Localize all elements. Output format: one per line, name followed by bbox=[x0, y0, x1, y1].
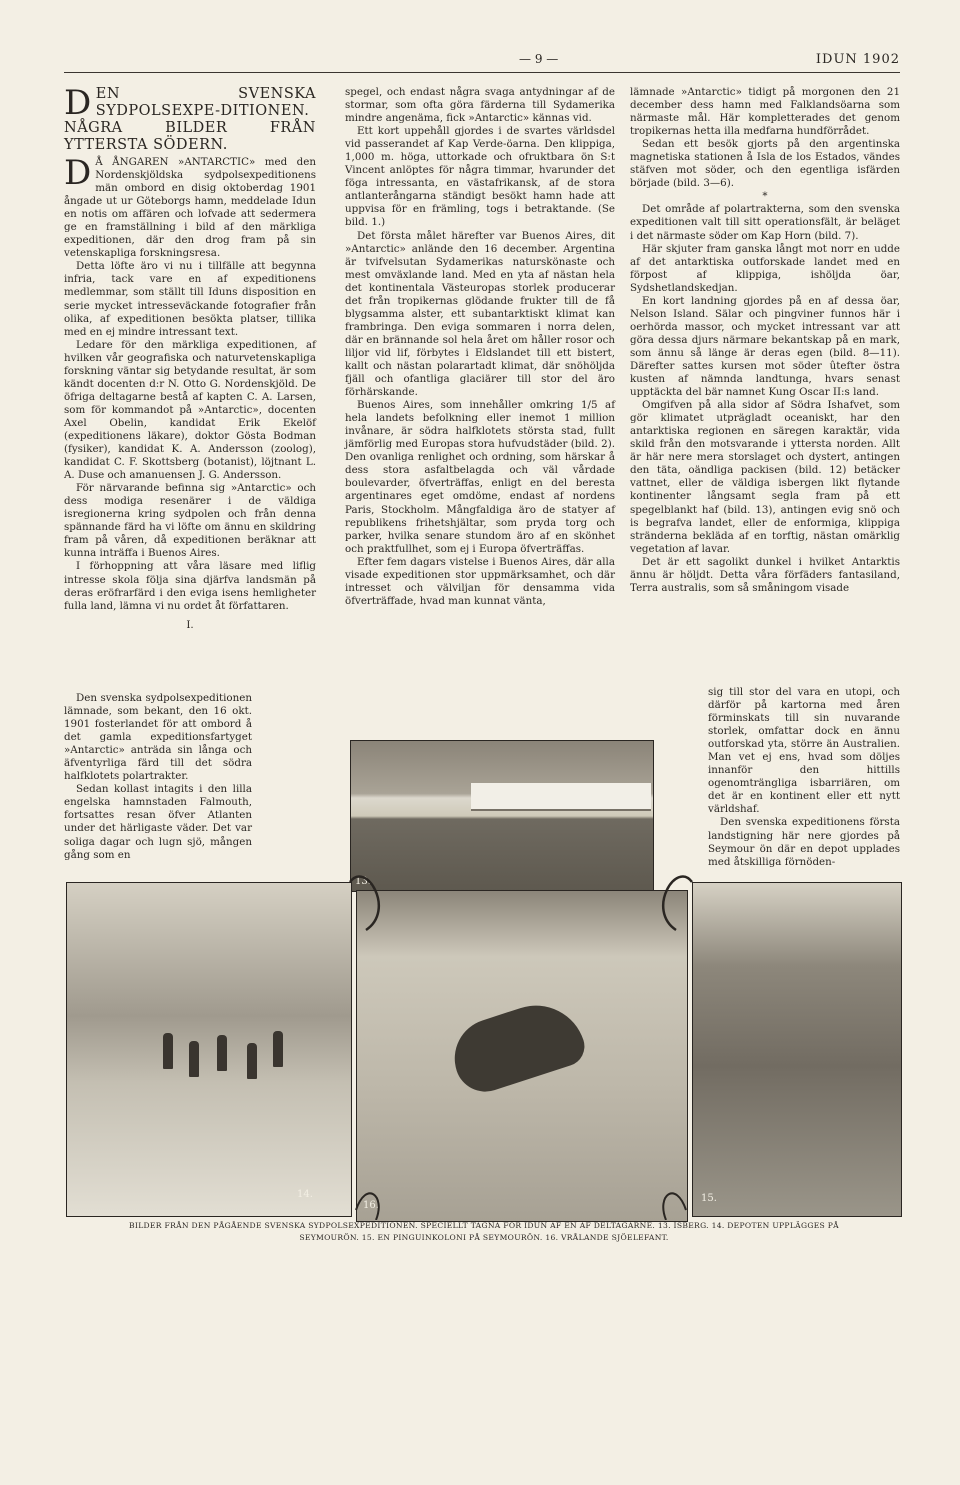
article-title bbox=[64, 83, 316, 154]
page-number: — 9 — bbox=[519, 52, 559, 66]
caption-line-2: SEYMOURÖN. 15. EN PINGUINKOLONI PÅ SEYMOURÖN. 16. VRÅLANDE SJÖELEFANT. bbox=[299, 1233, 669, 1242]
iceberg-shape bbox=[471, 783, 651, 811]
photo-label-16: 16. bbox=[363, 1200, 379, 1211]
paragraph: Här skjuter fram ganska långt mot norr en udde af det antarktiska outforskade landet med en förpost af klippiga, ishöljda öar, Sydshetlandskedjan. bbox=[630, 242, 900, 294]
paragraph: En kort landning gjordes på en af dessa öar, Nelson Island. Sälar och pingviner funnos här i oerhörda massor, och mycket intressant var att göra dessa djurs närmare bekantskap på en mark, som ännu så länge är deras egen (bild. 8—11). Därefter sattes kursen mot söder ûtefter östra kusten af nämnda landtunga, hvars senast upptäckta del bär namnet Kung Oscar II:s land. bbox=[630, 294, 900, 399]
paragraph: För närvarande befinna sig »Antarctic» och dess modiga resenärer i de väldiga isregionerna kring sydpolen och från denna spännande färd ha vi löfte om ännu en skildring fram på våren, då expeditionen beräknar att kunna inträffa i Buenos Aires. bbox=[64, 482, 316, 560]
title-text: EN SVENSKA SYDPOLSEXPE-DITIONEN. NÅGRA BILDER FRÅN YTTERSTA SÖDERN. bbox=[64, 86, 316, 153]
figure-person bbox=[217, 1035, 227, 1071]
paragraph: Ett kort uppehåll gjordes i de svartes världsdel vid passerandet af Kap Verde-öarna. Den klippiga, 1,000 m. höga, uttorkade och ofruktbara ön S:t Vincent anlöptes för några timmar, hvarunder det föga intressanta, en västafrikansk, af de stora antlanterångarna ständigt besökt hamn hade att uppvisa för en främling, togs i betraktande. (Se bild. 1.) bbox=[345, 125, 615, 229]
section-separator: * bbox=[762, 190, 768, 203]
paragraph: lämnade »Antarctic» tidigt på morgonen den 21 december dess hamn med Falklandsöarna som närmaste mål. Här kompletterades det genom tropikernas hetta illa medfarna hundförrådet. bbox=[630, 86, 900, 138]
sea-elephant-shape bbox=[444, 993, 589, 1100]
column-2 bbox=[345, 86, 615, 608]
paragraph: I förhoppning att våra läsare med liflig intresse skola följa sina djärfva landsmän på deras eröfrarfärd i den eviga isens hemligheter fulla land, lämna vi nu ordet åt författaren. bbox=[64, 560, 316, 612]
photo-caption bbox=[66, 1220, 902, 1244]
page-header bbox=[64, 52, 900, 73]
figure-person bbox=[163, 1033, 173, 1069]
photo-collage bbox=[66, 740, 902, 1485]
column-1 bbox=[64, 83, 316, 632]
paragraph: Det första målet härefter var Buenos Aires, dit »Antarctic» anlände den 16 december. Argentina är tvifvelsutan Sydamerikas naturskönaste och mest omväxlande land. Med en yta af nästan hela det kontinentala Västeuropas storlek producerar det från tropikernas glödande frukter till de få blygsamma alster, ett subantarktiskt klimat kan frambringa. Den eviga sommaren i norra delen, där en brännande sol hela året om håller rosor och liljor vid lif, förbytes i Eldslandet till ett bistert, kallt och nästan polarartadt klimat, där snöhöljda fjäll och ofantliga glaciärer till stor del äro förhärskande. bbox=[345, 229, 615, 399]
paragraph: Det är ett sagolikt dunkel i hvilket Antarktis ännu är höljdt. Detta våra förfäders fantasiland, Terra australis, som så småningom visade bbox=[630, 555, 900, 594]
photo-sea-elephant bbox=[356, 890, 688, 1222]
figure-person bbox=[189, 1041, 199, 1077]
figure-person bbox=[247, 1043, 257, 1079]
figure-person bbox=[273, 1031, 283, 1067]
paragraph: Efter fem dagars vistelse i Buenos Aires, där alla visade expeditionen stor uppmärksamhet, och där intresset och välviljan för densamma vida öfverträffade, hvad man kunnat vänta, bbox=[345, 555, 615, 607]
column-3 bbox=[630, 86, 900, 595]
photo-label-14: 14. bbox=[297, 1189, 313, 1200]
photo-iceberg bbox=[350, 740, 654, 892]
paragraph: Ledare för den märkliga expeditionen, af hvilken vår geografiska och naturvetenskapliga forskning väntar sig betydande resultat, är som kändt docenten d:r N. Otto G. Nordenskjöld. De öfriga deltagarne bestå af kapten C. A. Larsen, som för kommandot på »Antarctic», docenten Axel Obelin, kandidat Erik Ekelöf (expeditionens läkare), doktor Gösta Bodman (fysiker), kandidat K. A. Andersson (zoolog), kandidat C. F. Skottsberg (botanist), löjtnant L. A. Duse och amanuensen J. G. Andersson. bbox=[64, 338, 316, 482]
paragraph: sig till stor del vara en utopi, och därför på kartorna med åren förminskats till sin nuvarande storlek, omfattar dock en ännu outforskad yta, större än Australien. Man vet ej ens, hvad som döljes innanför den hittills ogenomträngliga isbarriären, om det är en kontinent eller ett nytt världshaf. bbox=[708, 686, 900, 816]
caption-line-1: BILDER FRÅN DEN PÅGÅENDE SVENSKA SYDPOLSEXPEDITIONEN. SPECIELLT TAGNA FÖR IDUN AF EN AF DELTAGARNE. 13. ISBERG. 14. DEPOTEN UPPLÄGGES PÅ bbox=[129, 1221, 839, 1230]
title-initial: D bbox=[64, 83, 92, 123]
photo-label-13: 13. bbox=[355, 876, 371, 887]
intro-initial: D bbox=[64, 153, 92, 193]
paragraph: Den svenska expeditionens första landstigning här nere gjordes på Seymour ön där en depot upplades med åtskilliga förnöden- bbox=[708, 816, 900, 868]
magazine-name: IDUN 1902 bbox=[815, 52, 900, 67]
photo-depot bbox=[66, 882, 352, 1217]
paragraph: Omgifven på alla sidor af Södra Ishafvet, som gör klimatet utprägladt oceaniskt, har den antarktiska regionen en säregen karaktär, vida skild från den motsvarande i yttersta norden. Allt är här nere mera storslaget och dystert, antingen den täta, oändliga packisen (bild. 12) betäcker vattnet, eller de väldiga isbergen likt flytande kontinenter långsamt segla fram på ett spegelblankt haf (bild. 13), antingen evig snö och is begrafva landet, eller de enformiga, klippiga stränderna bekläda af en torftig, nästan omärklig vegetation af lavar. bbox=[630, 399, 900, 555]
paragraph: Sedan ett besök gjorts på den argentinska magnetiska stationen å Isla de los Estados, vändes stäfven mot söder, och den egentliga isfärden började (bild. 3—6). bbox=[630, 138, 900, 190]
paragraph: spegel, och endast några svaga antydningar af de stormar, som ofta göra färderna till Sydamerika mindre angenäma, fick »Antarctic» kännas vid. bbox=[345, 86, 615, 125]
paragraph: Sedan kollast intagits i den lilla engelska hamnstaden Falmouth, fortsattes resan öfver Atlanten under det härligaste väder. Det var soliga dagar och lugn sjö, mången gång som en bbox=[64, 783, 252, 861]
photo-label-15: 15. bbox=[701, 1193, 717, 1204]
photo-penguin-colony bbox=[692, 882, 902, 1217]
paragraph: Detta löfte äro vi nu i tillfälle att begynna infria, tack vare en af expeditionens medlemmar, som ställt till Iduns disposition en serie mycket intresseväckande fotografier från olika, af expeditionen besökta platser, tillika med en ej mindre intressant text. bbox=[64, 260, 316, 338]
intro-paragraph: D Å ÅNGAREN »ANTARCTIC» med den Nordenskjöldska sydpolsexpeditionens män ombord en disig oktoberdag 1901 ångade ut ur Göteborgs hamn, meddelade Idun en notis om affären och lofvade att sedermera ge en framställning i bild af den märkliga expeditionen, där den drog fram på sin vetenskapliga forskningsresa. bbox=[64, 153, 316, 260]
paragraph: Den svenska sydpolsexpeditionen lämnade, som bekant, den 16 okt. 1901 fosterlandet för att ombord å det gamla expeditionsfartyget »Antarctic» anträda sin långa och äfventyrliga färd till det södra halfklotets polartrakter. bbox=[64, 692, 252, 783]
section-numeral: I. bbox=[186, 618, 194, 631]
paragraph: Det område af polartrakterna, som den svenska expeditionen valt till sitt operationsfält, är beläget i det närmaste söder om Kap Horn (bild. 7). bbox=[630, 203, 900, 242]
paragraph: Buenos Aires, som innehåller omkring 1/5 af hela landets befolkning eller inemot 1 million invånare, är södra halfklotets största stad, fullt jämförlig med Europas stora hufvudstäder (bild. 2). Den ovanliga renlighet och ordning, som härskar å dess stora asfaltbelagda och väl vårdade boulevarder, öfverträffas, enligt en del beresta argentinares eget omdöme, endast af nordens Paris, Stockholm. Mångfaldiga äro de statyer af republikens frihetshjältar, som pryda torg och parker, hvilka senare stundom äro af en skönhet och praktfullhet, som ej i Europa öfverträffas. bbox=[345, 399, 615, 555]
